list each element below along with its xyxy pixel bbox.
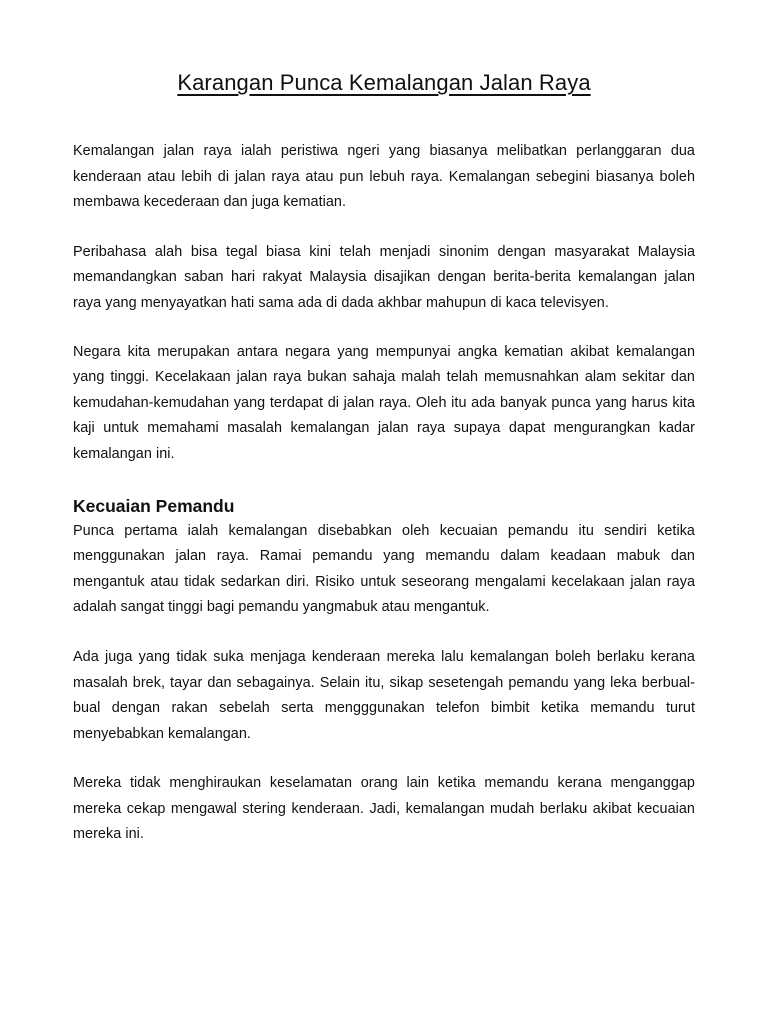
paragraph: Punca pertama ialah kemalangan disebabkan oleh kecuaian pemandu itu sendiri ketika menggunakan jalan raya. Ramai pemandu yang memandu dalam keadaan mabuk dan mengantuk atau tidak sedarkan diri. Risiko untuk seseorang mengalami kecelakaan jalan raya adalah sangat tinggi bagi pemandu yangmabuk atau mengantuk.	[73, 522, 695, 616]
paragraph: Kemalangan jalan raya ialah peristiwa ngeri yang biasanya melibatkan perlanggaran dua kenderaan atau lebih di jalan raya atau pun lebuh raya. Kemalangan sebegini biasanya boleh membawa kecederaan dan juga kematian.	[73, 143, 695, 211]
document-title: Karangan Punca Kemalangan Jalan Raya	[177, 70, 591, 95]
paragraph-gap	[73, 468, 695, 493]
paragraph: Negara kita merupakan antara negara yang mempunyai angka kematian akibat kemalangan yang tinggi. Kecelakaan jalan raya bukan sahaja malah telah memusnahkan alam sekitar dan kemudahan-kemudahan yang terdapat di jalan raya. Oleh itu ada banyak punca yang harus kita kaji untuk memahami masalah kemalangan jalan raya supaya dapat mengurangkan kadar kemalangan ini.	[73, 343, 695, 462]
document-body	[73, 139, 695, 848]
paragraph: Mereka tidak menghiraukan keselamatan orang lain ketika memandu kerana menganggap mereka cekap mengawal stering kenderaan. Jadi, kemalangan mudah berlaku akibat kecuaian mereka ini.	[73, 775, 695, 843]
paragraph-gap	[73, 621, 695, 645]
paragraph: Ada juga yang tidak suka menjaga kenderaan mereka lalu kemalangan boleh berlaku kerana masalah brek, tayar dan sebagainya. Selain itu, sikap sesetengah pemandu yang leka berbual-bual dengan rakan sebelah serta mengggunakan telefon bimbit ketika memandu turut menyebabkan kemalangan.	[73, 648, 695, 742]
paragraph: Peribahasa alah bisa tegal biasa kini telah menjadi sinonim dengan masyarakat Malaysia memandangkan saban hari rakyat Malaysia disajikan dengan berita-berita kemalangan jalan raya yang menyayatkan hati sama ada di dada akhbar mahupun di kaca televisyen.	[73, 243, 695, 311]
paragraph-gap	[73, 747, 695, 771]
paragraph-gap	[73, 216, 695, 240]
section-heading: Kecuaian Pemandu	[73, 495, 235, 516]
paragraph-gap	[73, 317, 695, 340]
